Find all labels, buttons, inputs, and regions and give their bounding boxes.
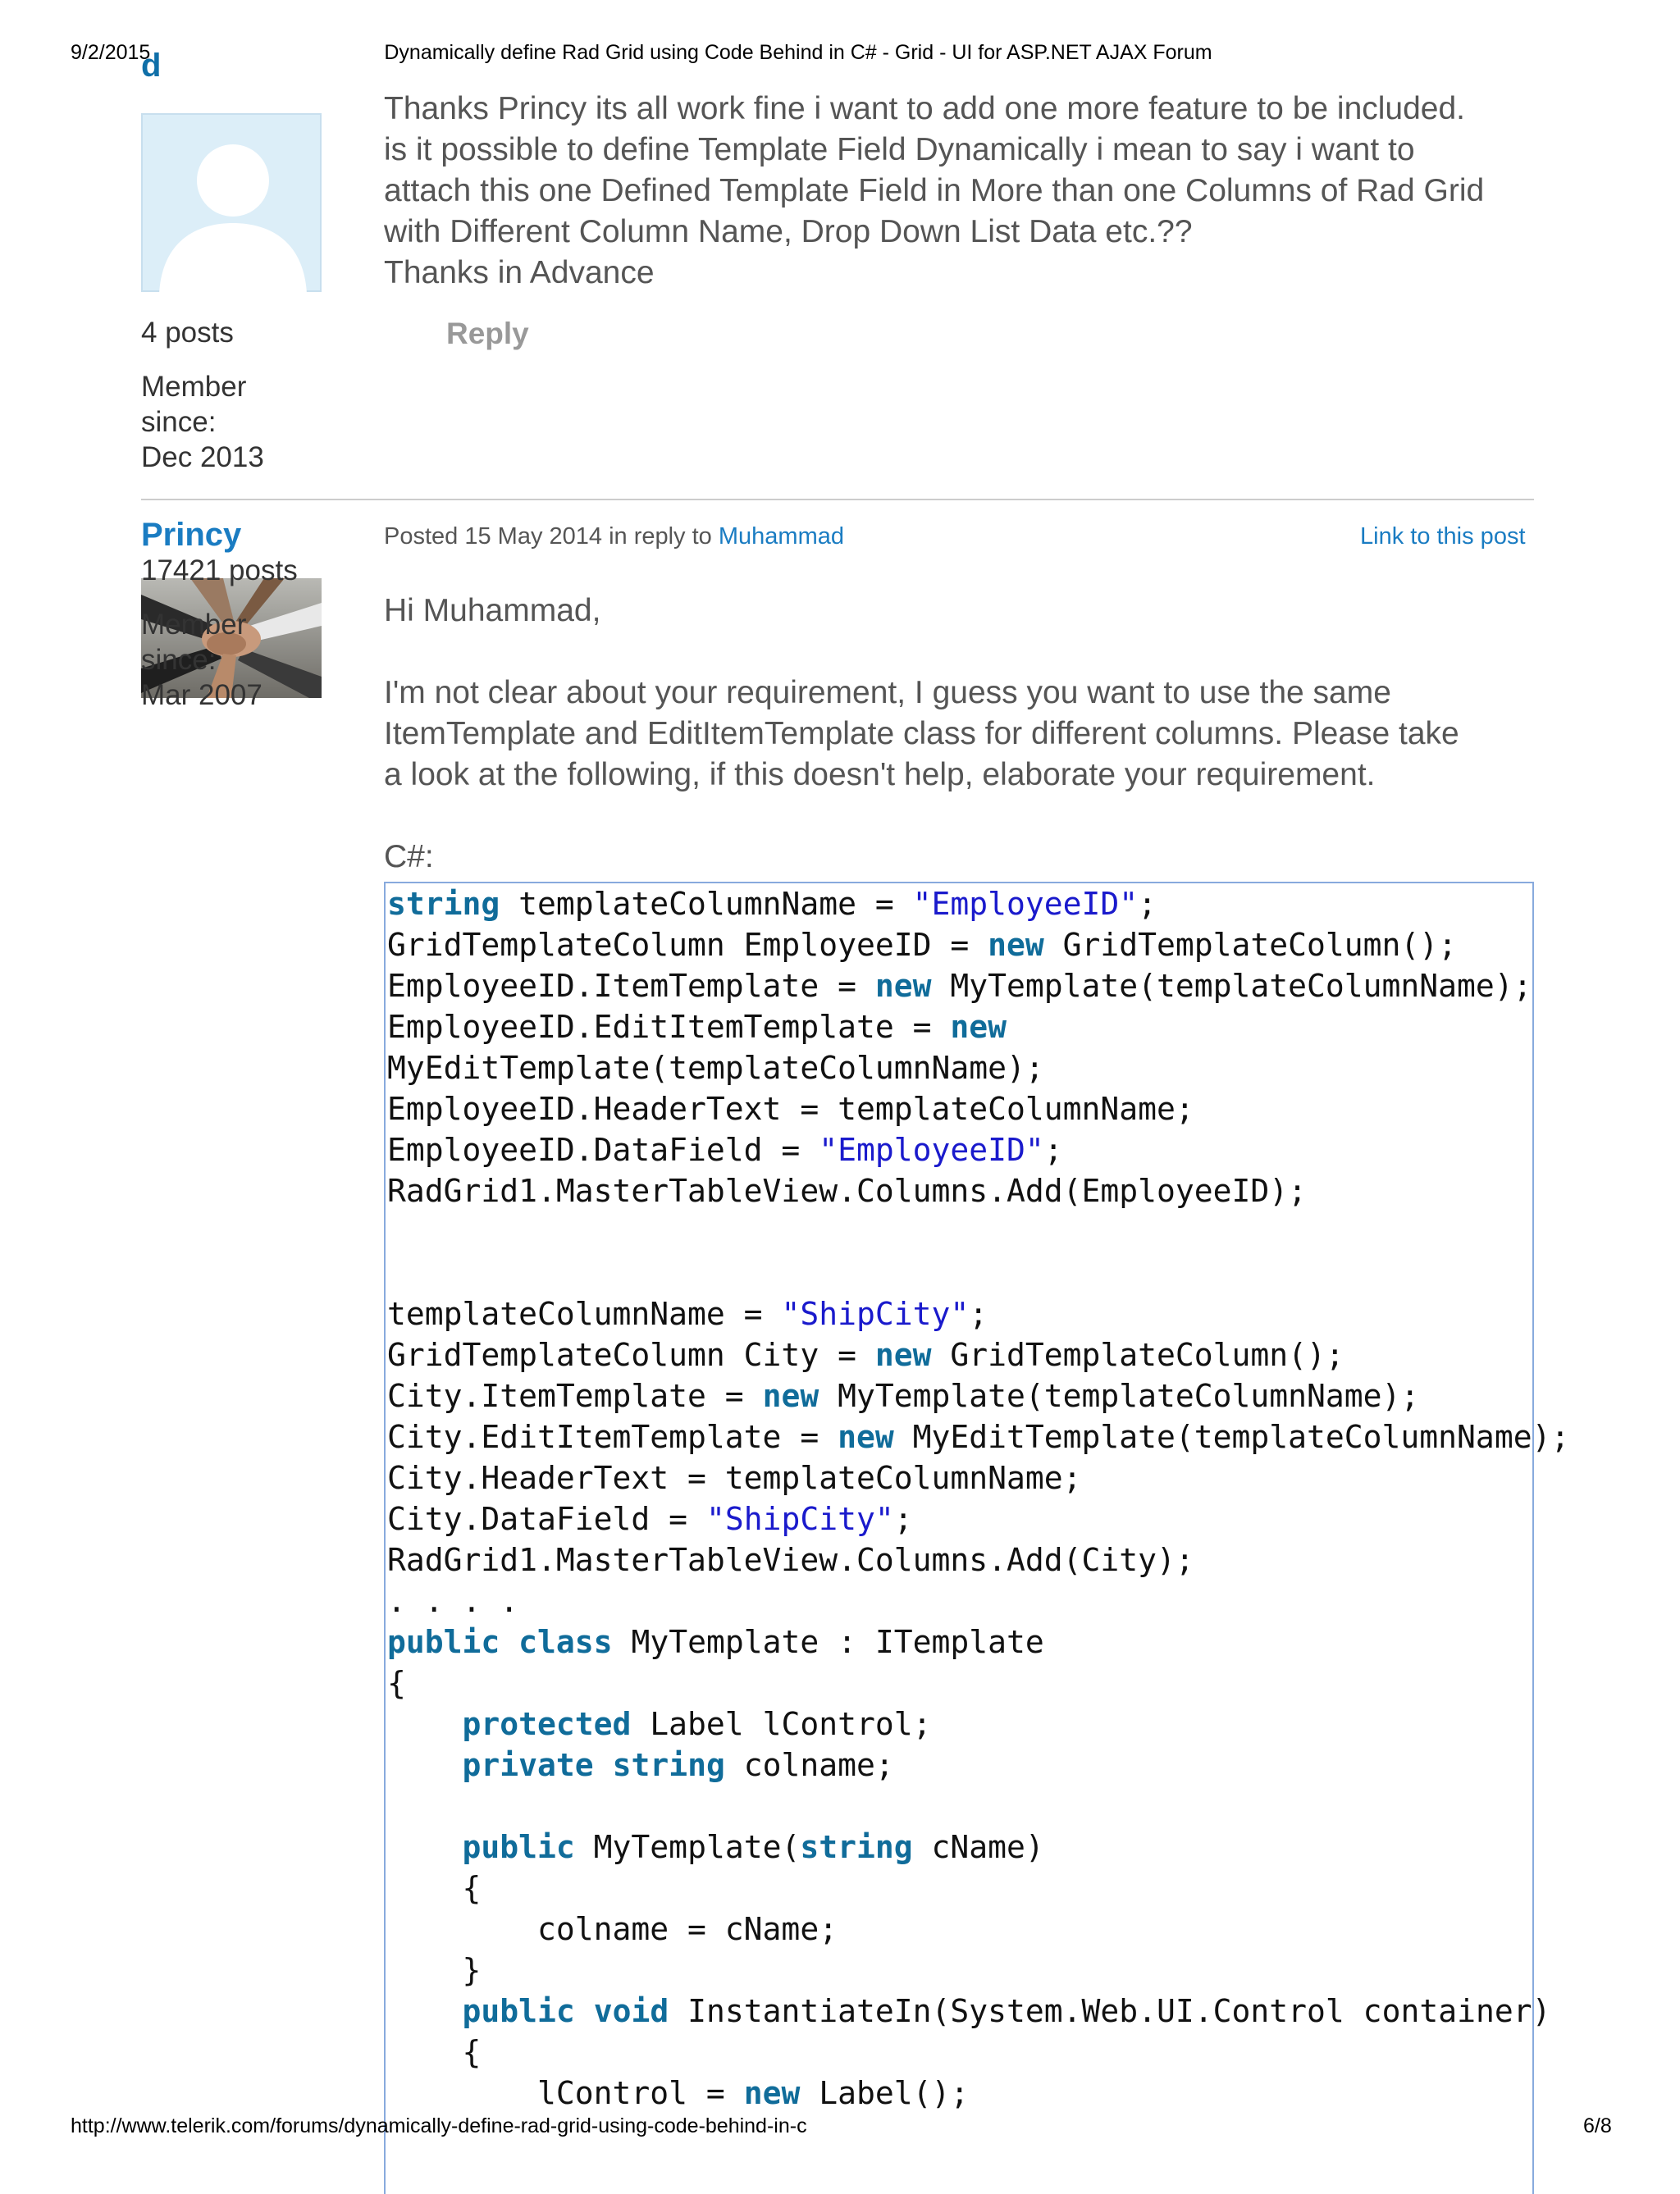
code-keyword: new [743, 2075, 801, 2111]
code-keyword: class [518, 1624, 613, 1660]
code-text: lControl = [387, 2075, 744, 2111]
post1-member-since-date: Dec 2013 [141, 441, 264, 473]
code-line [387, 1170, 1307, 1211]
code-text: ; [1138, 886, 1157, 922]
code-line [387, 1581, 518, 1622]
code-text: { [387, 1665, 406, 1701]
code-string: "ShipCity" [705, 1501, 894, 1537]
code-text [500, 1624, 518, 1660]
code-line [387, 924, 1457, 965]
code-text: MyTemplate( [574, 1829, 801, 1865]
code-keyword: new [762, 1378, 819, 1414]
code-line [387, 1334, 1344, 1375]
post1-since-label: since: [141, 406, 217, 438]
code-line [387, 1498, 913, 1539]
link-to-this-post[interactable]: Link to this post [1360, 523, 1526, 550]
code-line [387, 1375, 1419, 1416]
post1-author-name[interactable]: d [141, 48, 162, 84]
code-text: EmployeeID.ItemTemplate = [387, 968, 875, 1004]
print-title: Dynamically define Rad Grid using Code Behind in C# - Grid - UI for ASP.NET AJAX Forum [384, 41, 1212, 64]
code-text: ; [893, 1501, 913, 1537]
code-block [384, 882, 1570, 2194]
code-string: "ShipCity" [781, 1296, 970, 1332]
code-text: cName) [912, 1829, 1044, 1865]
code-text: City.DataField = [387, 1501, 706, 1537]
code-line [387, 1088, 1194, 1129]
code-keyword: new [950, 1009, 1007, 1045]
post2-author-name[interactable]: Princy [141, 517, 242, 553]
code-text [594, 1747, 613, 1783]
code-text: colname; [724, 1747, 894, 1783]
code-line [387, 1622, 1044, 1663]
code-text: EmployeeID.EditItemTemplate = [387, 1009, 951, 1045]
code-line [387, 965, 1532, 1006]
code-line [387, 1006, 1007, 1047]
code-text: MyEditTemplate(templateColumnName); [387, 1050, 1044, 1086]
code-keyword: string [612, 1747, 725, 1783]
post2-body-line: a look at the following, if this doesn't help, elaborate your requirement. [384, 757, 1376, 792]
code-text: RadGrid1.MasterTableView.Columns.Add(EmployeeID); [387, 1173, 1308, 1209]
code-line [387, 1745, 894, 1786]
code-text: InstantiateIn(System.Web.UI.Control container) [669, 1993, 1551, 2029]
code-keyword: new [874, 968, 932, 1004]
post1-member-label: Member [141, 371, 247, 403]
post1-avatar [141, 113, 322, 292]
posted-date-text: Posted 15 May 2014 in reply to [384, 523, 712, 550]
code-text: Label lControl; [631, 1706, 932, 1742]
code-line [387, 1663, 406, 1704]
print-header [0, 41, 1680, 66]
code-line [387, 1991, 1550, 2032]
code-keyword: string [387, 886, 500, 922]
post2-since-label: since: [141, 644, 217, 676]
post1-text-line: attach this one Defined Template Field in More than one Columns of Rad Grid [384, 173, 1485, 208]
print-url: http://www.telerik.com/forums/dynamically-define-rad-grid-using-code-behind-in-c [71, 2114, 807, 2137]
code-line [387, 1539, 1194, 1581]
code-text: EmployeeID.HeaderText = templateColumnName; [387, 1091, 1194, 1127]
code-line [387, 883, 1157, 924]
code-line [387, 1704, 931, 1745]
post2-greeting: Hi Muhammad, [384, 593, 601, 628]
post1-text-line: with Different Column Name, Drop Down List Data etc.?? [384, 214, 1193, 249]
code-string: "EmployeeID" [912, 886, 1139, 922]
code-line [387, 1909, 838, 1950]
reply-button[interactable]: Reply [446, 317, 529, 350]
print-footer [0, 2114, 1680, 2139]
code-text [575, 1993, 594, 2029]
post1-text-line: Thanks in Advance [384, 255, 655, 290]
code-keyword: new [874, 1337, 932, 1373]
post2-posted-info [384, 523, 844, 550]
code-text: GridTemplateColumn City = [387, 1337, 875, 1373]
code-keyword: private [462, 1747, 594, 1783]
code-text: Label(); [800, 2075, 970, 2111]
code-text: GridTemplateColumn(); [1043, 927, 1458, 963]
code-line [387, 1293, 988, 1334]
code-text: MyTemplate : ITemplate [612, 1624, 1044, 1660]
code-text: City.ItemTemplate = [387, 1378, 763, 1414]
code-text: . . . . [387, 1583, 519, 1619]
code-text: GridTemplateColumn EmployeeID = [387, 927, 988, 963]
code-keyword: string [800, 1829, 913, 1865]
code-keyword: new [988, 927, 1044, 963]
code-text: GridTemplateColumn(); [931, 1337, 1344, 1373]
code-text: colname = cName; [387, 1911, 838, 1947]
post2-member-since-date: Mar 2007 [141, 679, 262, 711]
code-line [387, 1416, 1569, 1457]
code-text: MyEditTemplate(templateColumnName); [893, 1419, 1570, 1455]
post-divider [141, 499, 1534, 500]
code-language-label: C#: [384, 839, 434, 874]
post1-text-line: is it possible to define Template Field Dynamically i mean to say i want to [384, 132, 1415, 167]
code-text: MyTemplate(templateColumnName); [819, 1378, 1420, 1414]
print-date: 9/2/2015 [71, 41, 151, 64]
code-line [387, 1457, 1081, 1498]
code-line [387, 2073, 969, 2114]
code-keyword: public [462, 1993, 575, 2029]
code-text: ; [969, 1296, 988, 1332]
code-text [387, 1829, 463, 1865]
code-text: } [387, 1952, 482, 1988]
code-keyword: void [593, 1993, 669, 2029]
post2-post-count: 17421 posts [141, 554, 298, 586]
code-text: ; [1043, 1132, 1063, 1168]
code-line [387, 1047, 1044, 1088]
print-page-number: 6/8 [1583, 2114, 1612, 2137]
post2-body-line: ItemTemplate and EditItemTemplate class for different columns. Please take [384, 716, 1459, 751]
code-text: templateColumnName = [387, 1296, 782, 1332]
code-text [387, 1747, 463, 1783]
code-text: templateColumnName = [500, 886, 913, 922]
post1-text-line: Thanks Princy its all work fine i want to add one more feature to be included. [384, 91, 1466, 126]
user-silhouette-icon [143, 115, 323, 294]
code-text: { [387, 1870, 482, 1906]
code-keyword: new [838, 1419, 894, 1455]
reply-to-link[interactable]: Muhammad [718, 523, 844, 550]
code-keyword: public [462, 1829, 575, 1865]
code-line [387, 1868, 481, 1909]
code-line [387, 1950, 481, 1991]
code-line [387, 1129, 1063, 1170]
code-text [387, 1993, 463, 2029]
code-text [387, 1706, 463, 1742]
code-keyword: protected [462, 1706, 632, 1742]
code-string: "EmployeeID" [819, 1132, 1044, 1168]
code-text: City.EditItemTemplate = [387, 1419, 838, 1455]
code-text: MyTemplate(templateColumnName); [931, 968, 1532, 1004]
code-line [387, 1827, 1044, 1868]
code-keyword: public [387, 1624, 500, 1660]
post2-member-label: Member [141, 609, 247, 641]
post2-body-line: I'm not clear about your requirement, I guess you want to use the same [384, 675, 1391, 710]
code-text: EmployeeID.DataField = [387, 1132, 819, 1168]
code-line [387, 2032, 481, 2073]
code-text: City.HeaderText = templateColumnName; [387, 1460, 1082, 1496]
code-text: RadGrid1.MasterTableView.Columns.Add(City); [387, 1542, 1194, 1578]
post1-post-count: 4 posts [141, 317, 234, 349]
code-text: { [387, 2034, 482, 2070]
